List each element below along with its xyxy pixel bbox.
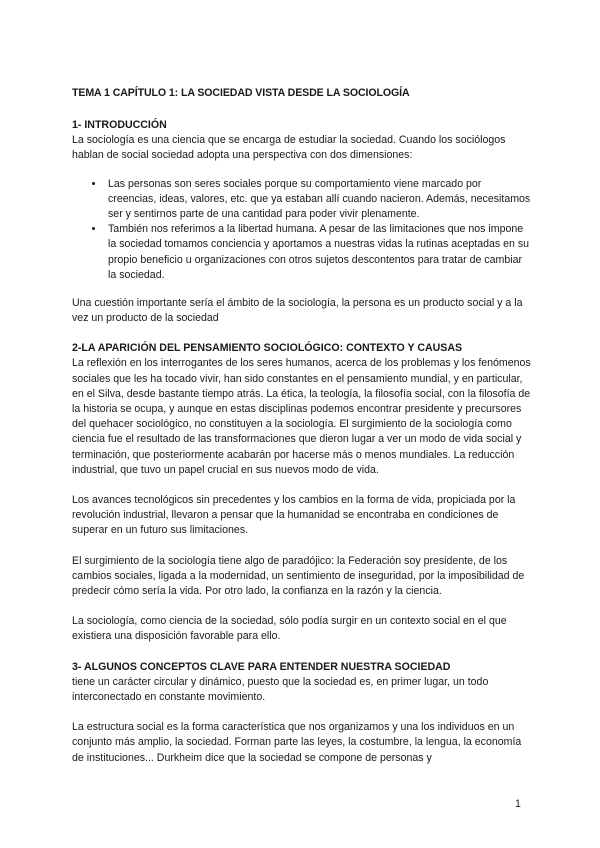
list-item: • También nos referimos a la libertad humana. A pesar de las limitaciones que nos impone la sociedad tomamos conciencia y aportamos a nuestras vidas la rutinas aceptadas en su propio beneficio u organizaciones con otros sujetos descontentos para tratar de cambiar la sociedad. [105,222,532,283]
section-heading-aparicion: 2-LA APARICIÓN DEL PENSAMIENTO SOCIOLÓGICO: CONTEXTO Y CAUSAS [72,342,463,355]
section-2-paragraph: Los avances tecnológicos sin precedentes y los cambios en la forma de vida, propiciada por la revolución industrial, llevaron a pensar que la humanidad se encontraba en condiciones de superar en un futuro sus limitaciones. [72,494,516,537]
page-number: 1 [515,798,521,810]
list-item: • Las personas son seres sociales porque su comportamiento viene marcado por creencias, ideas, valores, etc. que ya estaban allí cuando nacieron. Además, necesitamos ser y sentirnos parte de una cantidad para poder vivir plenamente. [105,177,532,223]
section-2-paragraph: El surgimiento de la sociología tiene algo de paradójico: la Federación soy presidente, de los cambios sociales, ligada a la modernidad, un sentimiento de inseguridad, por la imposibilidad de predecir cómo sería la vida. Por otro lado, la confianza en la razón y la ciencia. [72,554,525,598]
section-1-intro-paragraph: La sociología es una ciencia que se encarga de estudiar la sociedad. Cuando los sociólogos hablan de social sociedad adopta una perspectiva con dos dimensiones: [72,134,506,162]
document-page [72,86,532,766]
section-3-paragraph: tiene un carácter circular y dinámico, puesto que la sociedad es, en primer lugar, un todo interconectado en constante movimiento. [72,675,489,703]
section-heading-introduccion: 1- INTRODUCCIÓN [72,119,167,132]
section-2-paragraph: La reflexión en los interrogantes de los seres humanos, acerca de los problemas y los fenómenos sociales que les ha tocado vivir, han sido constantes en el pensamiento mundial, y en particular, en el Silva, desde bastante tiempo atrás. La ética, la teología, la filosofía social, con la filosofía de la historia se ocupa, y aunque en estas disciplinas podemos encontrar presidente y precursores del quehacer sociológico, no constituyen a la sociología. El surgimiento de la sociología como ciencia fue el resultado de las transformaciones que dieron lugar a ver un modo de vida social y terminación, que posteriormente acabarán por hacerse más o menos mundiales. La reducción industrial, que tuvo un papel crucial en sus nuevos modo de vida. [72,357,531,476]
section-heading-conceptos: 3- ALGUNOS CONCEPTOS CLAVE PARA ENTENDER NUESTRA SOCIEDAD [72,660,451,673]
section-3-paragraph: La estructura social es la forma característica que nos organizamos y una los individuos en un conjunto más amplio, la sociedad. Forman parte las leyes, la costumbre, la lengua, la economía de instituciones... Durkheim dice que la sociedad se compone de personas y [72,721,522,764]
section-2-paragraph: La sociología, como ciencia de la sociedad, sólo podía surgir en un contexto social en el que existiera una disposición favorable para ello. [72,615,507,643]
document-title: TEMA 1 CAPÍTULO 1: LA SOCIEDAD VISTA DESDE LA SOCIOLOGÍA [72,87,410,99]
section-1-closing-paragraph: Una cuestión importante sería el ámbito de la sociología, la persona es un producto social y a la vez un producto de la sociedad [72,297,523,325]
section-1-bullet-list [72,177,532,283]
